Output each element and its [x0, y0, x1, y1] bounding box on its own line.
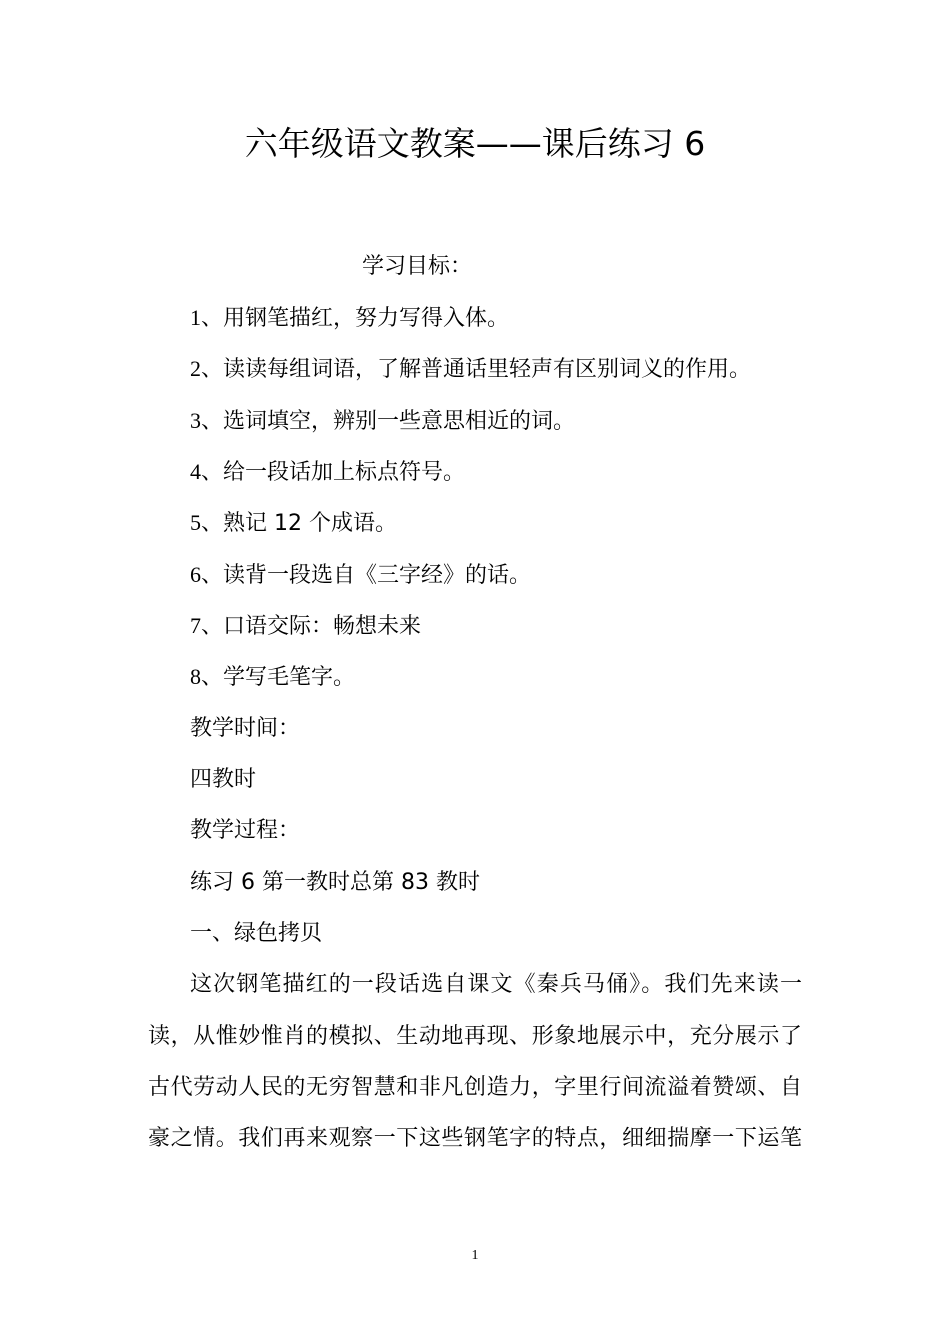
objective-item	[190, 405, 575, 438]
paragraph-line: 豪之情。我们再来观察一下这些钢笔字的特点，细细揣摩一下运笔	[148, 1126, 802, 1151]
objective-text: 、熟记 12 个成语。	[201, 511, 397, 536]
objective-number: 3	[190, 408, 201, 433]
section-heading: 一、绿色拷贝	[190, 921, 323, 946]
objective-text: 、选词填空，辨别一些意思相近的词。	[201, 409, 576, 434]
objective-text: 、口语交际：畅想未来	[201, 614, 422, 639]
teaching-process-label: 教学过程：	[190, 818, 301, 843]
objective-item	[190, 559, 531, 592]
objective-item	[190, 610, 421, 643]
objective-number: 7	[190, 613, 201, 638]
objective-number: 4	[190, 459, 201, 484]
paragraph-line: 这次钢笔描红的一段话选自课文《秦兵马俑》。我们先来读一	[190, 972, 802, 997]
teaching-time-label: 教学时间：	[190, 716, 301, 741]
objective-text: 、学写毛笔字。	[201, 665, 356, 690]
objective-item	[190, 302, 509, 335]
teaching-time-value: 四教时	[190, 767, 257, 792]
objective-number: 2	[190, 356, 201, 381]
page-number: 1	[471, 1248, 479, 1263]
objective-number: 5	[190, 510, 201, 535]
objective-number: 6	[190, 562, 201, 587]
paragraph-line: 古代劳动人民的无穷智慧和非凡创造力，字里行间流溢着赞颂、自	[148, 1075, 802, 1100]
document-title: 六年级语文教案——课后练习 6	[244, 124, 706, 163]
objective-number: 1	[190, 305, 201, 330]
objective-item	[190, 661, 355, 694]
objective-text: 、给一段话加上标点符号。	[201, 460, 466, 485]
objective-text: 、用钢笔描红，努力写得入体。	[201, 306, 510, 331]
objectives-heading: 学习目标：	[362, 254, 473, 279]
objective-item	[190, 353, 751, 386]
paragraph-line: 读，从惟妙惟肖的模拟、生动地再现、形象地展示中，充分展示了	[148, 1024, 802, 1049]
objective-item	[190, 456, 465, 489]
objective-text: 、读读每组词语，了解普通话里轻声有区别词义的作用。	[201, 357, 752, 382]
objective-text: 、读背一段选自《三字经》的话。	[201, 563, 532, 588]
objective-number: 8	[190, 664, 201, 689]
lesson-header: 练习 6 第一教时总第 83 教时	[190, 870, 480, 895]
objective-item	[190, 507, 397, 540]
